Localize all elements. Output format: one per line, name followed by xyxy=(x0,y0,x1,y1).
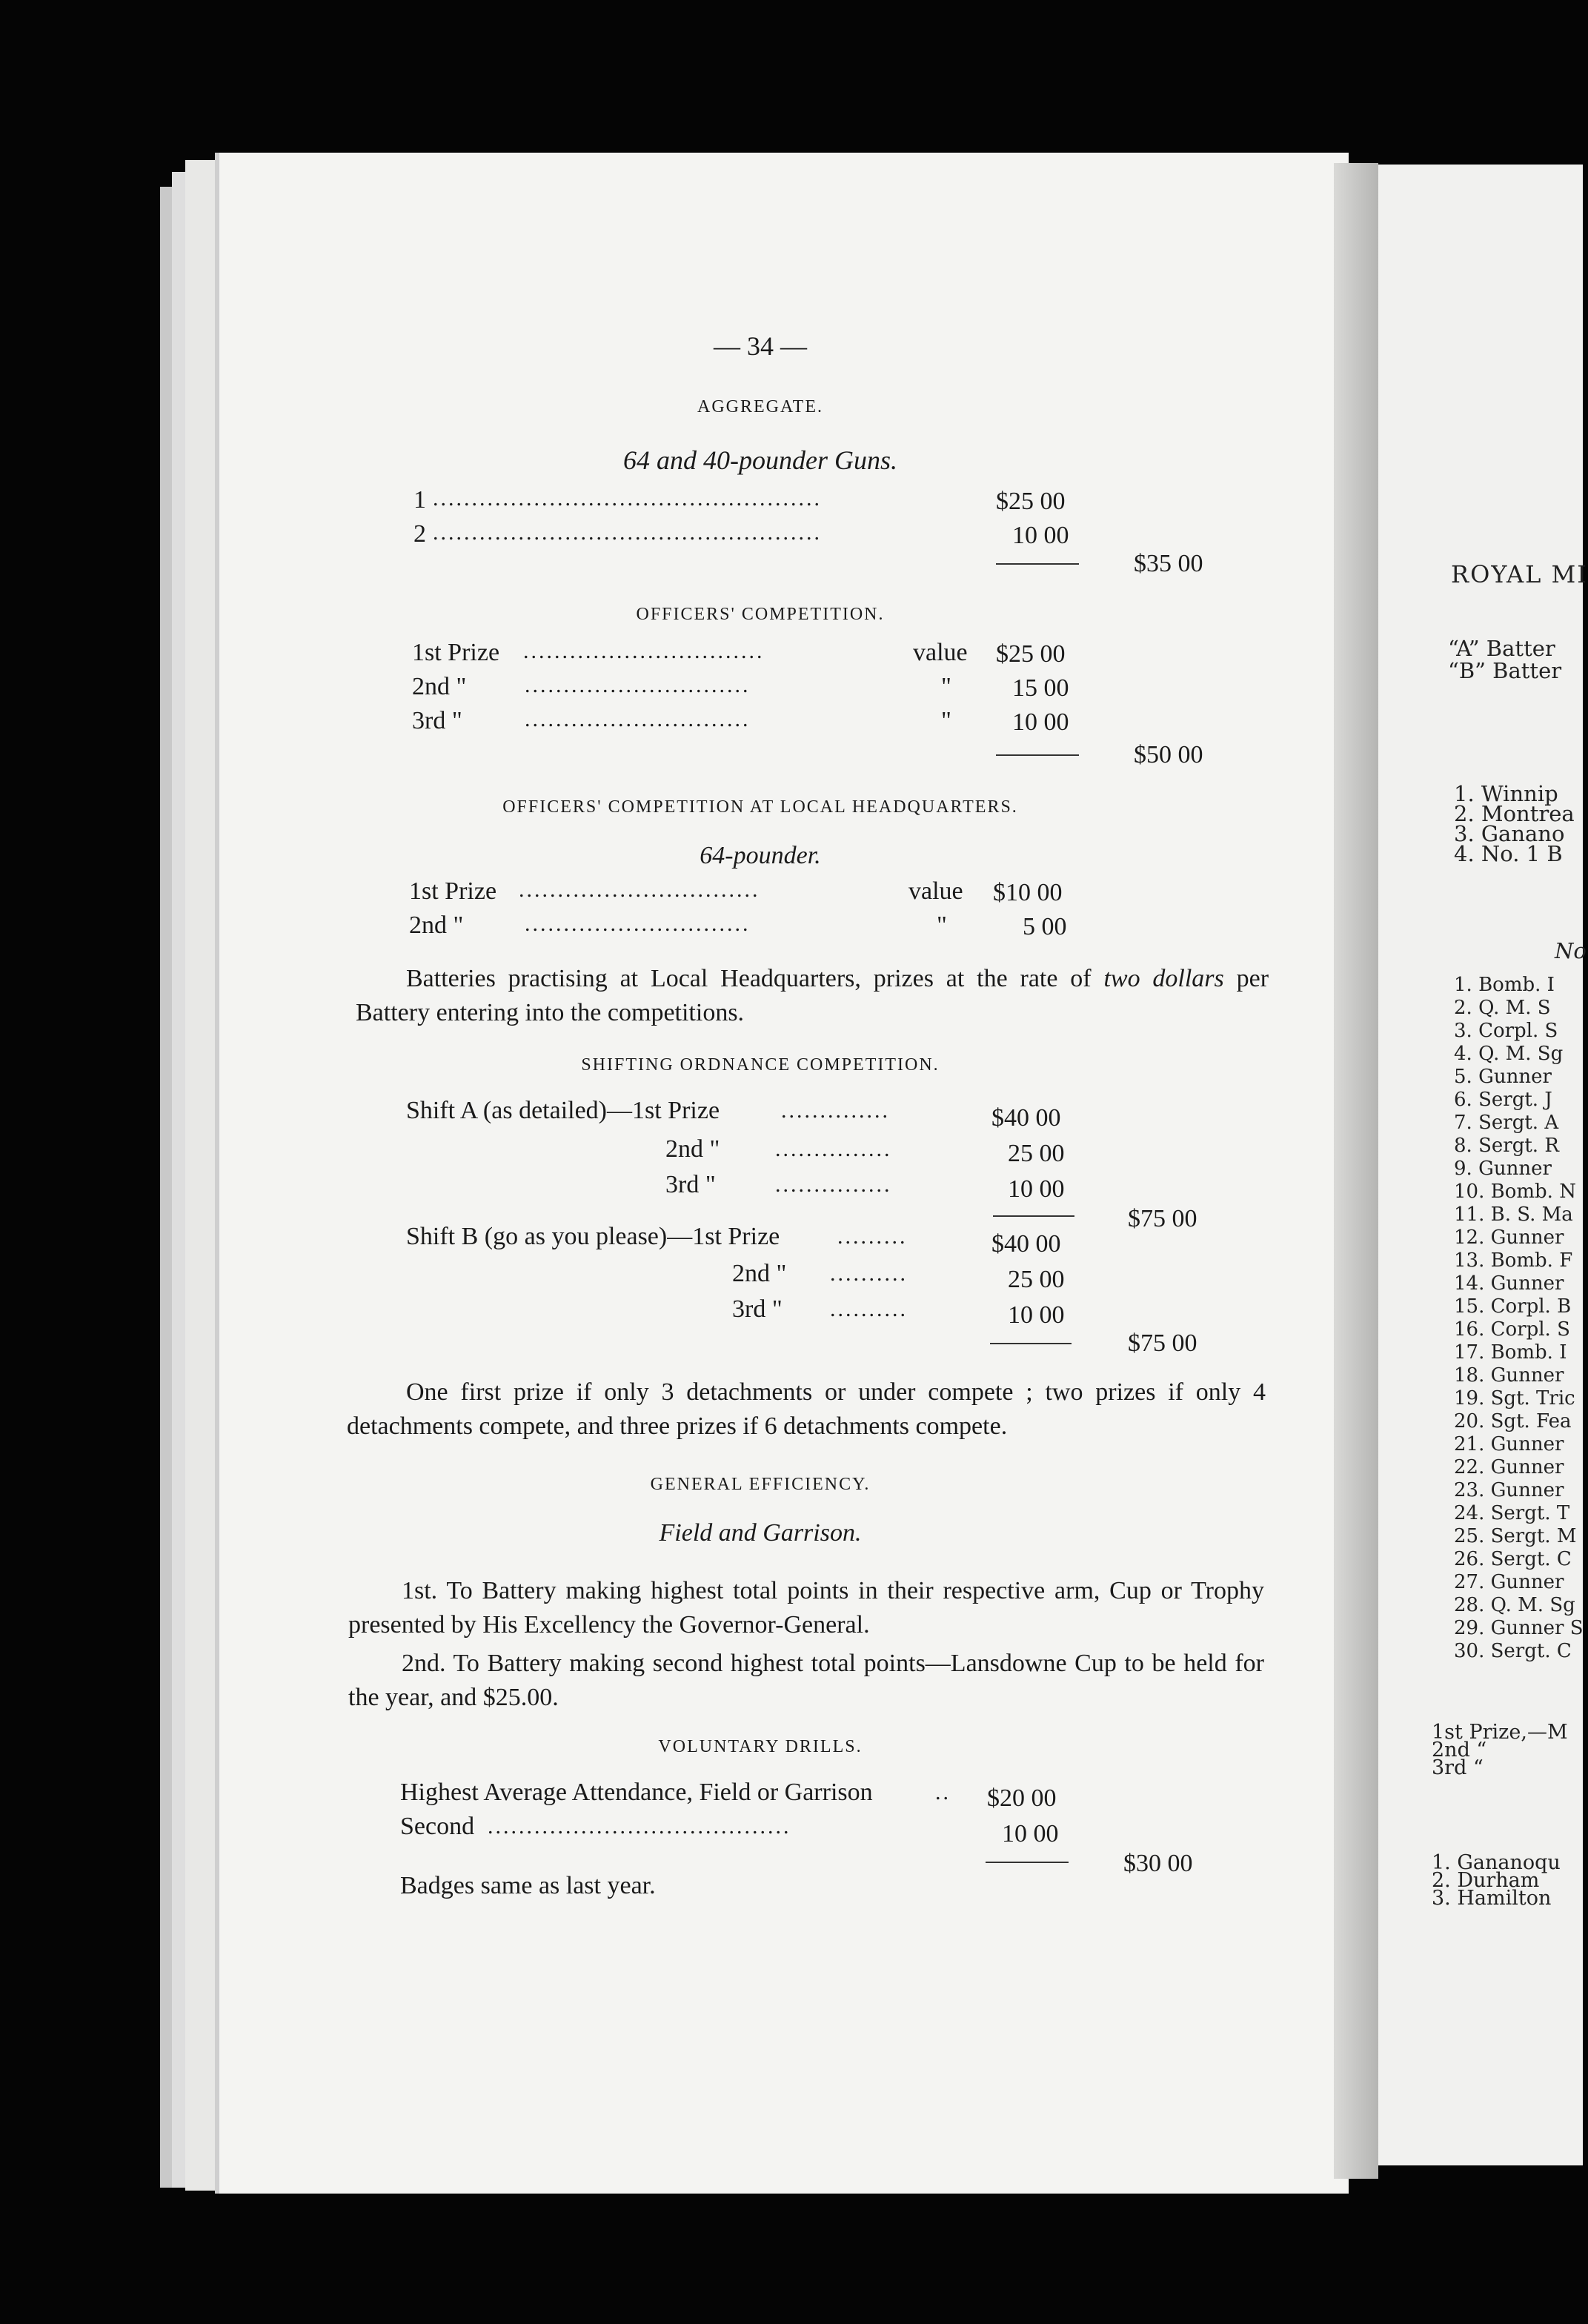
right-list-heading: No xyxy=(1555,938,1587,963)
right-list-item: 29. Gunner S xyxy=(1454,1617,1584,1639)
leader-dots: ............... xyxy=(775,1137,892,1161)
sum-rule xyxy=(996,754,1079,756)
page-number: — 34 — xyxy=(714,331,807,361)
officers-row-amount: 15 00 xyxy=(1012,674,1069,702)
right-list-item: 1. Gananoqu xyxy=(1432,1851,1561,1874)
right-list-item: 3. Ganano xyxy=(1454,821,1565,846)
right-list-item: 24. Sergt. T xyxy=(1454,1502,1570,1524)
shift-a-amount: 25 00 xyxy=(1008,1140,1065,1167)
local-hq-heading: OFFICERS' COMPETITION AT LOCAL HEADQUARTERS. xyxy=(502,797,1018,817)
shifting-note: One first prize if only 3 detachments or under compete ; two prizes if only 4 detachments compete, and three prizes if 6 detachments compete. xyxy=(347,1378,1266,1440)
shift-a-label: Shift A (as detailed)—1st Prize xyxy=(406,1097,720,1124)
voluntary-row-amount: $20 00 xyxy=(987,1784,1057,1812)
aggregate-row-label: 2 xyxy=(413,520,426,548)
right-list-item: 16. Corpl. S xyxy=(1454,1318,1570,1341)
local-hq-value-label: " xyxy=(937,912,947,939)
efficiency-para-2: 2nd. To Battery making second highest total points—Lansdowne Cup to be held for the year, and $25.00. xyxy=(348,1650,1264,1711)
leader-dots: ............... xyxy=(775,1172,892,1197)
shift-b-amount: $40 00 xyxy=(991,1230,1061,1258)
shift-a-amount: 10 00 xyxy=(1008,1175,1065,1203)
officers-row-label: 3rd " xyxy=(412,707,462,734)
right-battery-line: “B” Batter xyxy=(1448,658,1562,683)
right-list-item: 3rd “ xyxy=(1432,1756,1484,1779)
shifting-heading: SHIFTING ORDNANCE COMPETITION. xyxy=(581,1055,940,1075)
leader-dots: ............................... xyxy=(519,877,760,902)
shift-b-total: $75 00 xyxy=(1128,1329,1197,1357)
right-list-item: 13. Bomb. F xyxy=(1454,1249,1573,1272)
aggregate-row-amount: $25 00 xyxy=(996,488,1066,515)
leader-dots: .......... xyxy=(830,1297,908,1321)
right-list-item: 2. Durham xyxy=(1432,1869,1540,1892)
right-list-item: 22. Gunner xyxy=(1454,1456,1564,1478)
right-list-item: 9. Gunner xyxy=(1454,1158,1552,1180)
right-list-item: 4. Q. M. Sg xyxy=(1454,1043,1564,1065)
sum-rule xyxy=(990,1343,1072,1344)
shift-b-row-label: 3rd " xyxy=(732,1295,783,1323)
shift-a-total: $75 00 xyxy=(1128,1205,1197,1232)
shift-a-amount: $40 00 xyxy=(991,1104,1061,1132)
voluntary-row-label: Highest Average Attendance, Field or Garrison xyxy=(400,1779,873,1806)
right-list-item: 26. Sergt. C xyxy=(1454,1548,1572,1570)
leader-dots: ............................. xyxy=(525,673,751,697)
aggregate-total: $35 00 xyxy=(1134,550,1203,577)
page-gutter xyxy=(1334,163,1378,2179)
leader-dots: ......... xyxy=(837,1224,908,1249)
officers-row-label: 1st Prize xyxy=(412,639,500,666)
right-list-item: 14. Gunner xyxy=(1454,1272,1564,1295)
officers-total: $50 00 xyxy=(1134,741,1203,768)
note-text: Batteries practising at Local Headquarters, prizes at the rate of xyxy=(406,965,1092,992)
right-list-item: 4. No. 1 B xyxy=(1454,841,1563,866)
voluntary-heading: VOLUNTARY DRILLS. xyxy=(658,1737,863,1756)
voluntary-note: Badges same as last year. xyxy=(400,1872,656,1899)
aggregate-row-label: 1 xyxy=(413,486,426,514)
right-list-item: 7. Sergt. A xyxy=(1454,1112,1559,1134)
officers-row-amount: $25 00 xyxy=(996,640,1066,668)
leader-dots: .................................................. xyxy=(433,520,822,545)
local-hq-value-label: value xyxy=(908,877,963,905)
shift-b-amount: 25 00 xyxy=(1008,1266,1065,1293)
leader-dots: ............................... xyxy=(523,639,765,663)
sum-rule xyxy=(993,1215,1074,1217)
right-list-item: 1. Bomb. I xyxy=(1454,974,1555,996)
right-list-item: 25. Sergt. M xyxy=(1454,1525,1577,1547)
shift-b-label: Shift B (go as you please)—1st Prize xyxy=(406,1223,780,1250)
right-list-item: 1. Winnip xyxy=(1454,781,1558,806)
officers-row-label: 2nd " xyxy=(412,673,467,700)
leader-dots: ............................. xyxy=(525,912,751,936)
local-hq-row-amount: $10 00 xyxy=(993,879,1063,906)
shift-b-amount: 10 00 xyxy=(1008,1301,1065,1329)
efficiency-heading: GENERAL EFFICIENCY. xyxy=(650,1475,871,1494)
voluntary-total: $30 00 xyxy=(1123,1850,1193,1877)
right-list-item: 28. Q. M. Sg xyxy=(1454,1594,1575,1616)
right-list-item: 27. Gunner xyxy=(1454,1571,1564,1593)
local-hq-subheading: 64-pounder. xyxy=(700,842,821,869)
right-list-item: 5. Gunner xyxy=(1454,1066,1552,1088)
officers-heading: OFFICERS' COMPETITION. xyxy=(636,605,885,624)
officers-value-label: " xyxy=(941,707,951,734)
leader-dots: .............. xyxy=(781,1098,890,1123)
right-list-item: 30. Sergt. C xyxy=(1454,1640,1572,1662)
leader-dots: .................................................. xyxy=(433,486,822,511)
page-stack-edge xyxy=(185,160,221,2191)
right-list-item: 15. Corpl. B xyxy=(1454,1295,1572,1318)
right-list-item: 2nd “ xyxy=(1432,1739,1487,1762)
right-list-item: 3. Corpl. S xyxy=(1454,1020,1558,1042)
local-hq-note xyxy=(356,962,1269,1030)
right-list-item: 11. B. S. Ma xyxy=(1454,1204,1573,1226)
note-emphasis: two dollars xyxy=(1103,965,1224,992)
local-hq-row-label: 1st Prize xyxy=(409,877,497,905)
right-battery-line: “A” Batter xyxy=(1448,636,1555,661)
aggregate-row-amount: 10 00 xyxy=(1012,522,1069,549)
right-list-item: 8. Sergt. R xyxy=(1454,1135,1559,1157)
shift-a-row-label: 3rd " xyxy=(665,1171,716,1198)
right-list-item: 20. Sgt. Fea xyxy=(1454,1410,1572,1432)
right-list-item: 12. Gunner xyxy=(1454,1226,1564,1249)
right-list-item: 19. Sgt. Tric xyxy=(1454,1387,1575,1410)
note-text: per Battery entering into the competitions. xyxy=(356,965,1269,1026)
right-list-item: 17. Bomb. I xyxy=(1454,1341,1567,1364)
right-list-item: 10. Bomb. N xyxy=(1454,1181,1576,1203)
efficiency-para-1: 1st. To Battery making highest total points in their respective arm, Cup or Trophy presented by His Excellency the Governor-General. xyxy=(348,1577,1264,1639)
sum-rule xyxy=(986,1862,1069,1863)
aggregate-heading: AGGREGATE. xyxy=(697,397,823,416)
right-list-item: 2. Montrea xyxy=(1454,801,1575,826)
leader-dots: .. xyxy=(935,1780,951,1805)
right-list-item: 6. Sergt. J xyxy=(1454,1089,1552,1111)
officers-value-label: value xyxy=(913,639,968,666)
local-hq-row-amount: 5 00 xyxy=(1023,913,1067,940)
right-list-item: 18. Gunner xyxy=(1454,1364,1564,1387)
officers-value-label: " xyxy=(941,673,951,700)
leader-dots: ....................................... xyxy=(488,1814,791,1839)
right-list-item: 21. Gunner xyxy=(1454,1433,1564,1455)
right-list-item: 1st Prize,—M xyxy=(1432,1721,1568,1744)
aggregate-subheading: 64 and 40-pounder Guns. xyxy=(623,445,897,475)
voluntary-row-amount: 10 00 xyxy=(1002,1820,1059,1847)
shift-a-row-label: 2nd " xyxy=(665,1135,720,1163)
voluntary-row-label: Second xyxy=(400,1813,475,1840)
right-list-item: 3. Hamilton xyxy=(1432,1887,1552,1910)
leader-dots: ............................. xyxy=(525,707,751,731)
officers-row-amount: 10 00 xyxy=(1012,708,1069,736)
right-list-item: 2. Q. M. S xyxy=(1454,997,1551,1019)
shift-b-row-label: 2nd " xyxy=(732,1260,787,1287)
efficiency-subheading: Field and Garrison. xyxy=(659,1519,862,1547)
leader-dots: .......... xyxy=(830,1261,908,1286)
right-page-title: ROYAL MI xyxy=(1451,560,1588,588)
right-list-item: 23. Gunner xyxy=(1454,1479,1564,1501)
local-hq-row-label: 2nd " xyxy=(409,912,464,939)
sum-rule xyxy=(996,563,1079,565)
